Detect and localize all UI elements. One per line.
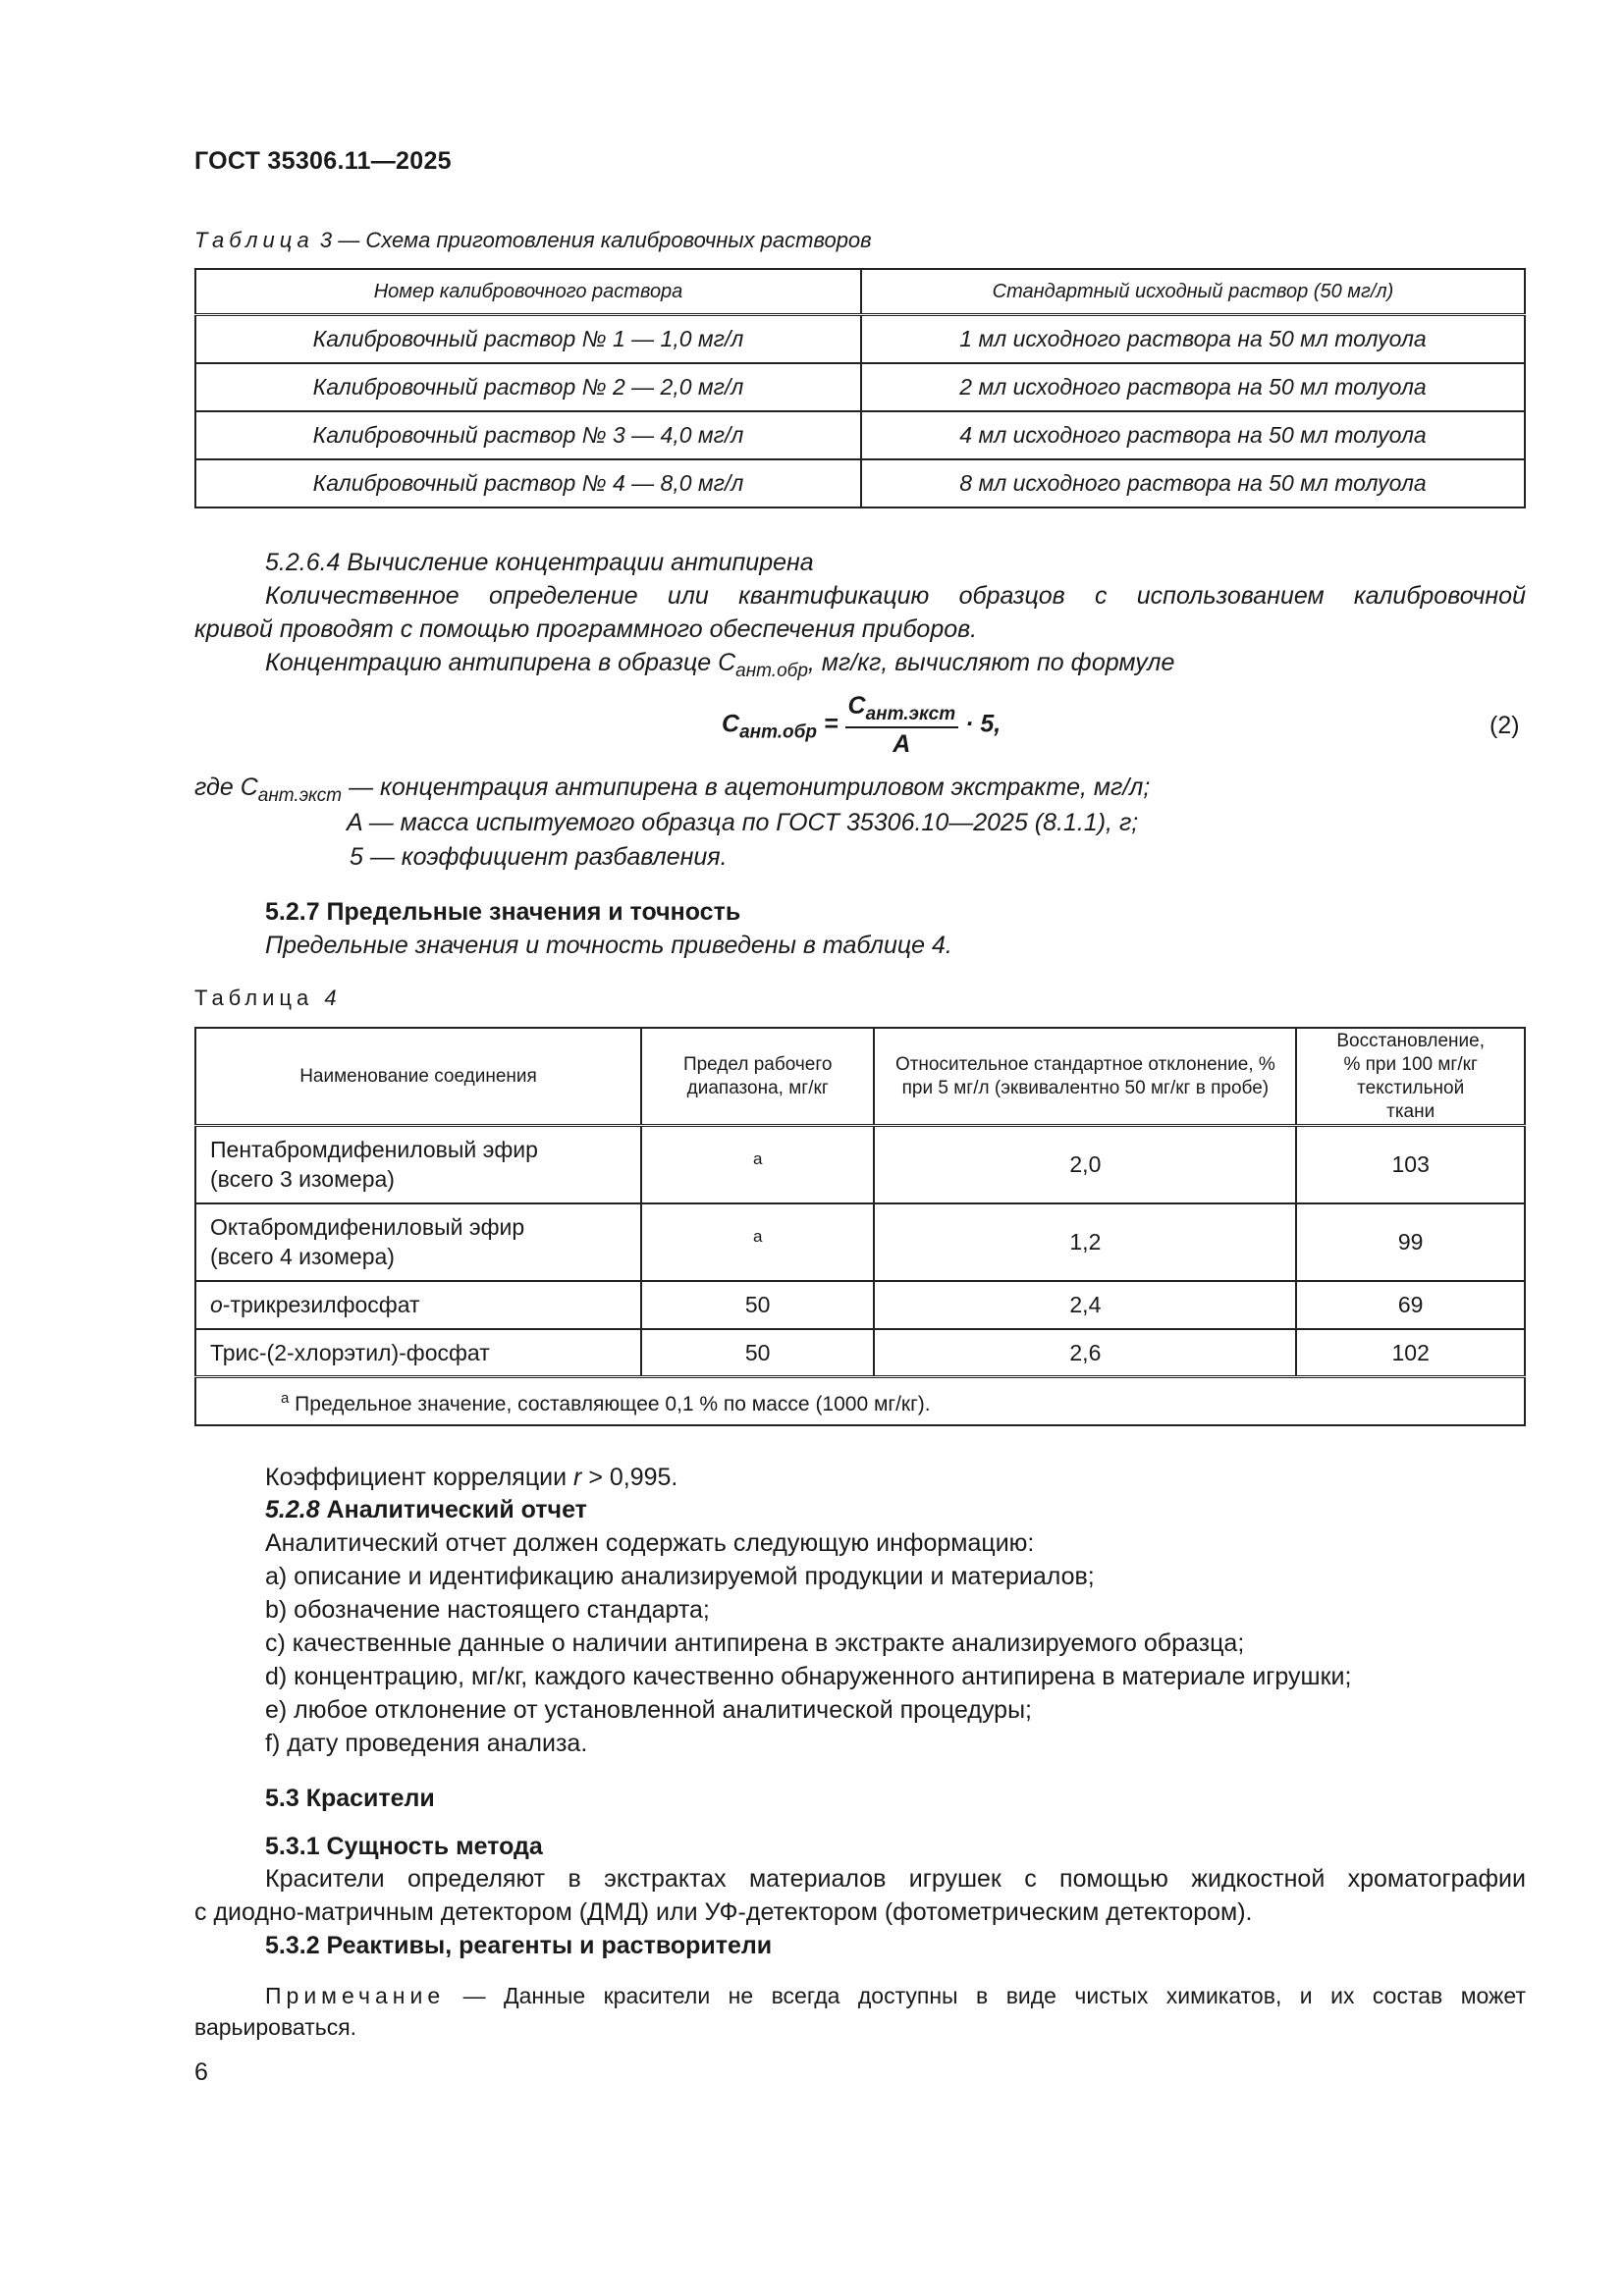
table4-rsd-cell: 2,0 — [874, 1126, 1296, 1203]
table-row — [195, 1203, 1525, 1281]
section-527-heading: 5.2.7 Предельные значения и точность — [265, 898, 741, 926]
table-3 — [194, 268, 1526, 508]
equation-number: (2) — [1489, 712, 1520, 739]
list-item: f) дату проведения анализа. — [265, 1730, 588, 1757]
note-line2: варьироваться. — [194, 2014, 357, 2040]
section-5264-para1-line2: кривой проводят с помощью программного обеспечения приборов. — [194, 615, 978, 643]
para2-text: , мг/кг, вычисляют по формуле — [807, 649, 1175, 676]
para2-subscript: ант.обр — [735, 661, 808, 681]
para2-text: Концентрацию антипирена в образце C — [265, 649, 736, 676]
table3-caption-label: Таблица — [194, 228, 314, 252]
table4-limit-cell: 50 — [641, 1281, 874, 1329]
table-row — [195, 1126, 1525, 1203]
table3-caption — [194, 228, 872, 253]
formula-tail: · 5, — [965, 710, 1001, 738]
list-item: e) любое отклонение от установленной аналитической процедуры; — [265, 1696, 1032, 1724]
compound-name: Октабромдифениловый эфир — [210, 1214, 525, 1240]
standard-header: ГОСТ 35306.11—2025 — [194, 147, 452, 175]
table3-cell: 8 мл исходного раствора на 50 мл толуола — [861, 459, 1525, 507]
footnote-text: Предельное значение, составляющее 0,1 % по массе (1000 мг/кг). — [289, 1392, 931, 1415]
section-528-intro: Аналитический отчет должен содержать следующую информацию: — [265, 1529, 1035, 1557]
table4-col-header: Наименование соединения — [195, 1028, 641, 1126]
where-subscript: ант.экст — [257, 785, 343, 806]
compound-name: Пентабромдифениловый эфир — [210, 1137, 538, 1163]
section-532-heading: 5.3.2 Реактивы, реагенты и растворители — [265, 1932, 773, 1959]
table4-rsd-cell: 1,2 — [874, 1203, 1296, 1281]
table3-header-row — [195, 269, 1525, 315]
footnote-mark: a — [281, 1389, 290, 1407]
table3-cell: Калибровочный раствор № 1 — 1,0 мг/л — [195, 315, 861, 364]
formula-fraction — [845, 692, 959, 759]
section-527-text: Предельные значения и точность приведены в таблице 4. — [265, 932, 952, 959]
table-row — [195, 411, 1525, 459]
section-5264-heading: 5.2.6.4 Вычисление концентрации антипирена — [265, 549, 814, 576]
formula-equals: = — [823, 710, 839, 738]
table4-footnote-row — [195, 1377, 1525, 1426]
compound-name: -трикрезилфосфат — [222, 1292, 420, 1317]
where-text: где C — [194, 774, 258, 801]
section-531-line1: Красители определяют в экстрактах материалов игрушек с помощью жидкостной хроматографии — [265, 1865, 1526, 1893]
table3-col-header: Номер калибровочного раствора — [195, 269, 861, 315]
table-row — [195, 363, 1525, 411]
section-5264-para2 — [265, 646, 1174, 688]
table4-name-cell — [195, 1203, 641, 1281]
section-528-number: 5.2.8 — [265, 1496, 320, 1523]
note-label: Примечание — [265, 1983, 446, 2008]
section-528-title: Аналитический отчет — [319, 1496, 587, 1523]
table4-name-cell — [195, 1126, 641, 1203]
note-text: — Данные красители не всегда доступны в виде чистых химикатов, и их состав может — [445, 1983, 1526, 2008]
formula-num-subscript: ант.экст — [865, 704, 956, 724]
table4-name-cell — [195, 1281, 641, 1329]
section-531-line2: с диодно-матричным детектором (ДМД) или УФ-детектором (фотометрическим детектором). — [194, 1898, 1253, 1926]
where-line-2: A — масса испытуемого образца по ГОСТ 35306.10—2025 (8.1.1), г; — [347, 809, 1139, 836]
table4-name-cell: Трис-(2-хлорэтил)-фосфат — [195, 1329, 641, 1377]
formula-numerator — [845, 692, 959, 728]
table4-rsd-cell: 2,6 — [874, 1329, 1296, 1377]
formula-lhs: C — [722, 710, 740, 738]
table4-col-header: Предел рабочего диапазона, мг/кг — [641, 1028, 874, 1126]
note-line1 — [265, 1980, 1526, 2011]
section-531-heading: 5.3.1 Сущность метода — [265, 1833, 543, 1860]
table4-limit-cell: a — [641, 1126, 874, 1203]
table3-cell: Калибровочный раствор № 2 — 2,0 мг/л — [195, 363, 861, 411]
table4-recovery-cell: 69 — [1296, 1281, 1525, 1329]
correlation-text: Коэффициент корреляции — [265, 1464, 574, 1491]
table-row — [195, 1281, 1525, 1329]
section-53-heading: 5.3 Красители — [265, 1785, 435, 1812]
table3-cell: 4 мл исходного раствора на 50 мл толуола — [861, 411, 1525, 459]
table-4 — [194, 1027, 1526, 1426]
correlation-line — [265, 1461, 677, 1494]
table4-col-header: Относительное стандартное отклонение, % при 5 мг/л (эквивалентно 50 мг/кг в пробе) — [874, 1028, 1296, 1126]
table-row — [195, 459, 1525, 507]
list-item: b) обозначение настоящего стандарта; — [265, 1596, 710, 1624]
section-528-heading — [265, 1493, 587, 1526]
list-item: d) концентрацию, мг/кг, каждого качественно обнаруженного антипирена в материале игрушки; — [265, 1663, 1352, 1690]
compound-name-prefix: о — [210, 1292, 223, 1317]
table3-caption-text: 3 — Схема приготовления калибровочных растворов — [313, 228, 872, 252]
compound-name-note: (всего 4 изомера) — [210, 1244, 395, 1269]
formula-denominator: A — [893, 730, 911, 758]
table4-recovery-cell: 99 — [1296, 1203, 1525, 1281]
table4-caption — [194, 986, 337, 1011]
table3-cell: 2 мл исходного раствора на 50 мл толуола — [861, 363, 1525, 411]
page-number: 6 — [194, 2058, 208, 2086]
table4-caption-label: Таблица — [194, 986, 314, 1010]
formula-num-symbol: C — [847, 692, 866, 720]
correlation-variable: r — [573, 1464, 582, 1491]
table4-rsd-cell: 2,4 — [874, 1281, 1296, 1329]
table4-recovery-cell: 102 — [1296, 1329, 1525, 1377]
compound-name-note: (всего 3 изомера) — [210, 1166, 395, 1193]
table-row — [195, 315, 1525, 364]
where-text: — концентрация антипирена в ацетонитриловом экстракте, мг/л; — [342, 774, 1151, 801]
table4-recovery-cell: 103 — [1296, 1126, 1525, 1203]
table4-limit-cell: a — [641, 1203, 874, 1281]
table3-cell: 1 мл исходного раствора на 50 мл толуола — [861, 315, 1525, 364]
table3-cell: Калибровочный раствор № 4 — 8,0 мг/л — [195, 459, 861, 507]
correlation-text: > 0,995. — [581, 1464, 678, 1491]
table4-caption-number: 4 — [324, 986, 337, 1010]
formula-lhs-subscript: ант.обр — [739, 721, 818, 743]
where-line-3: 5 — коэффициент разбавления. — [350, 843, 728, 871]
formula-2 — [722, 692, 1001, 759]
table4-footnote — [195, 1377, 1525, 1426]
section-5264-para1-line1: Количественное определение или квантификацию образцов с использованием калибровочной — [265, 582, 1526, 610]
table4-limit-cell: 50 — [641, 1329, 874, 1377]
table-row — [195, 1329, 1525, 1377]
table4-col-header: Восстановление, % при 100 мг/кг текстильной ткани — [1296, 1028, 1525, 1126]
table4-header-row — [195, 1028, 1525, 1126]
list-item: a) описание и идентификацию анализируемой продукции и материалов; — [265, 1563, 1095, 1590]
list-item: c) качественные данные о наличии антипирена в экстракте анализируемого образца; — [265, 1629, 1245, 1657]
table3-col-header: Стандартный исходный раствор (50 мг/л) — [861, 269, 1525, 315]
table3-cell: Калибровочный раствор № 3 — 4,0 мг/л — [195, 411, 861, 459]
